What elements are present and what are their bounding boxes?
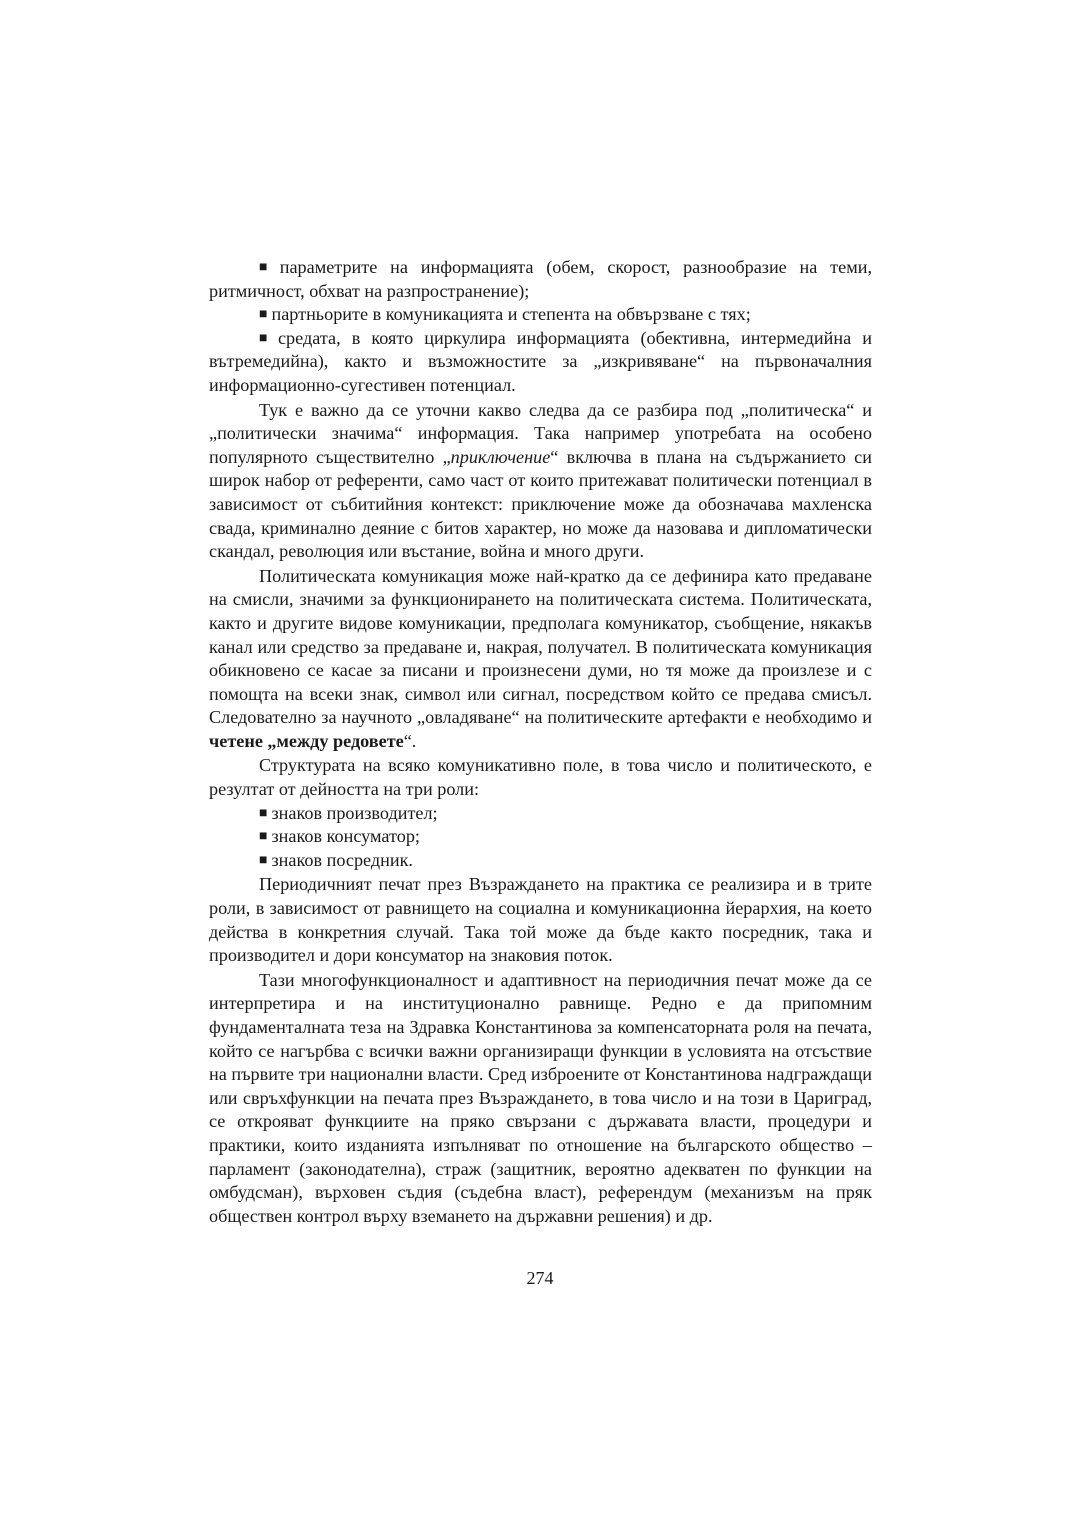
bullet-text: партньорите в комуникацията и степента на обвързване с тях; xyxy=(271,304,751,325)
bullet-text: знаков производител; xyxy=(271,802,438,823)
bullet-item xyxy=(209,256,872,303)
bullet-item xyxy=(209,825,872,849)
bullet-text: знаков консуматор; xyxy=(271,826,420,847)
bullet-square-icon: ■ xyxy=(259,260,276,275)
paragraph-text: Структурата на всяко комуникативно поле, в това число и политическото, е резултат от дейността на три роли: xyxy=(209,755,872,800)
paragraph-text: Тази многофункционалност и адаптивност на периодичния печат може да се интерпретира и на институционално равнище. Редно е да припомним фундаменталната теза на Здравка Константинова за компенсаторната роля на печата, който се нагърбва с всички важни организиращи функции в условията на отсъствие на първите три национални власти. Сред изброените от Константинова надграждащи или свръхфункции на печата през Възраждането, в това число и на този в Цариград, се открояват функциите на пряко свързани с държавата власти, процедури и практики, които изданията изпълняват по отношение на българското общество – парламент (законодателна), страж (защитник, вероятно адекватен по функции на омбудсман), върховен съдия (съдебна власт), референдум (механизъм на пряк обществен контрол върху вземането на държавни решения) и др. xyxy=(209,969,872,1226)
bullet-text: средата, в която циркулира информацията (обективна, интермедийна и вътремедийна), както и възможностите за „изкривяване“ на първоначалния информационно-сугестивен потенциал. xyxy=(209,327,872,395)
page-body xyxy=(209,256,872,1228)
bullet-square-icon: ■ xyxy=(259,307,268,323)
paragraph-text: “ включва в плана на съдържанието си широк набор от референти, само част от които притежават политически потенциал в зависимост от събитийния контекст: приключение може да обозначава махленска свада, криминално деяние с битов характер, но може да назовава и дипломатически скандал, революция или въстание, война и много други. xyxy=(209,446,872,562)
paragraph-text: Периодичният печат през Възраждането на практика се реализира и в трите роли, в зависимост от равнището на социална и комуникационна йерархия, на което действа в конкретния случай. Така той може да бъде както посредник, така и производител и дори консуматор на знаковия поток. xyxy=(209,874,872,966)
italic-term: приключение xyxy=(450,446,551,467)
bold-phrase: четене „между редовете xyxy=(209,730,404,751)
bullet-item xyxy=(209,327,872,398)
page-number: 274 xyxy=(526,1268,554,1288)
bullet-square-icon: ■ xyxy=(259,852,268,868)
bullet-square-icon: ■ xyxy=(259,805,268,821)
bullet-item xyxy=(209,802,872,826)
paragraph-political-information xyxy=(209,399,872,564)
paragraph-periodical-roles xyxy=(209,873,872,967)
paragraph-political-communication xyxy=(209,565,872,754)
bullet-item xyxy=(209,303,872,327)
bullet-text: параметрите на информацията (обем, скорост, разнообразие на теми, ритмичност, обхват на разпространение); xyxy=(209,257,872,301)
paragraph-text: “. xyxy=(403,730,417,751)
bullet-square-icon: ■ xyxy=(259,330,274,346)
bullet-text: знаков посредник. xyxy=(271,849,413,870)
paragraph-structure xyxy=(209,754,872,801)
paragraph-multifunctionality xyxy=(209,969,872,1229)
bullet-square-icon: ■ xyxy=(259,829,268,845)
paragraph-text: Тук е важно да се уточни какво следва да се разбира под „политическа“ и „политически значима“ информация. Така например употребата на особено популярното съществително „ xyxy=(209,399,872,467)
paragraph-text: Политическата комуникация може най-кратко да се дефинира като предаване на смисли, значими за функционирането на политическата система. Политическата, както и другите видове комуникации, предполага комуникатор, съобщение, някакъв канал или средство за предаване и, накрая, получател. В политическата комуникация обикновено се касае за писани и произнесени думи, но тя може да произлезе и с помощта на всеки знак, символ или сигнал, посредством който се предава смисъл. Следователно за научното „овладяване“ на политическите артефакти е необходимо и xyxy=(209,565,872,728)
bullet-item xyxy=(209,849,872,873)
